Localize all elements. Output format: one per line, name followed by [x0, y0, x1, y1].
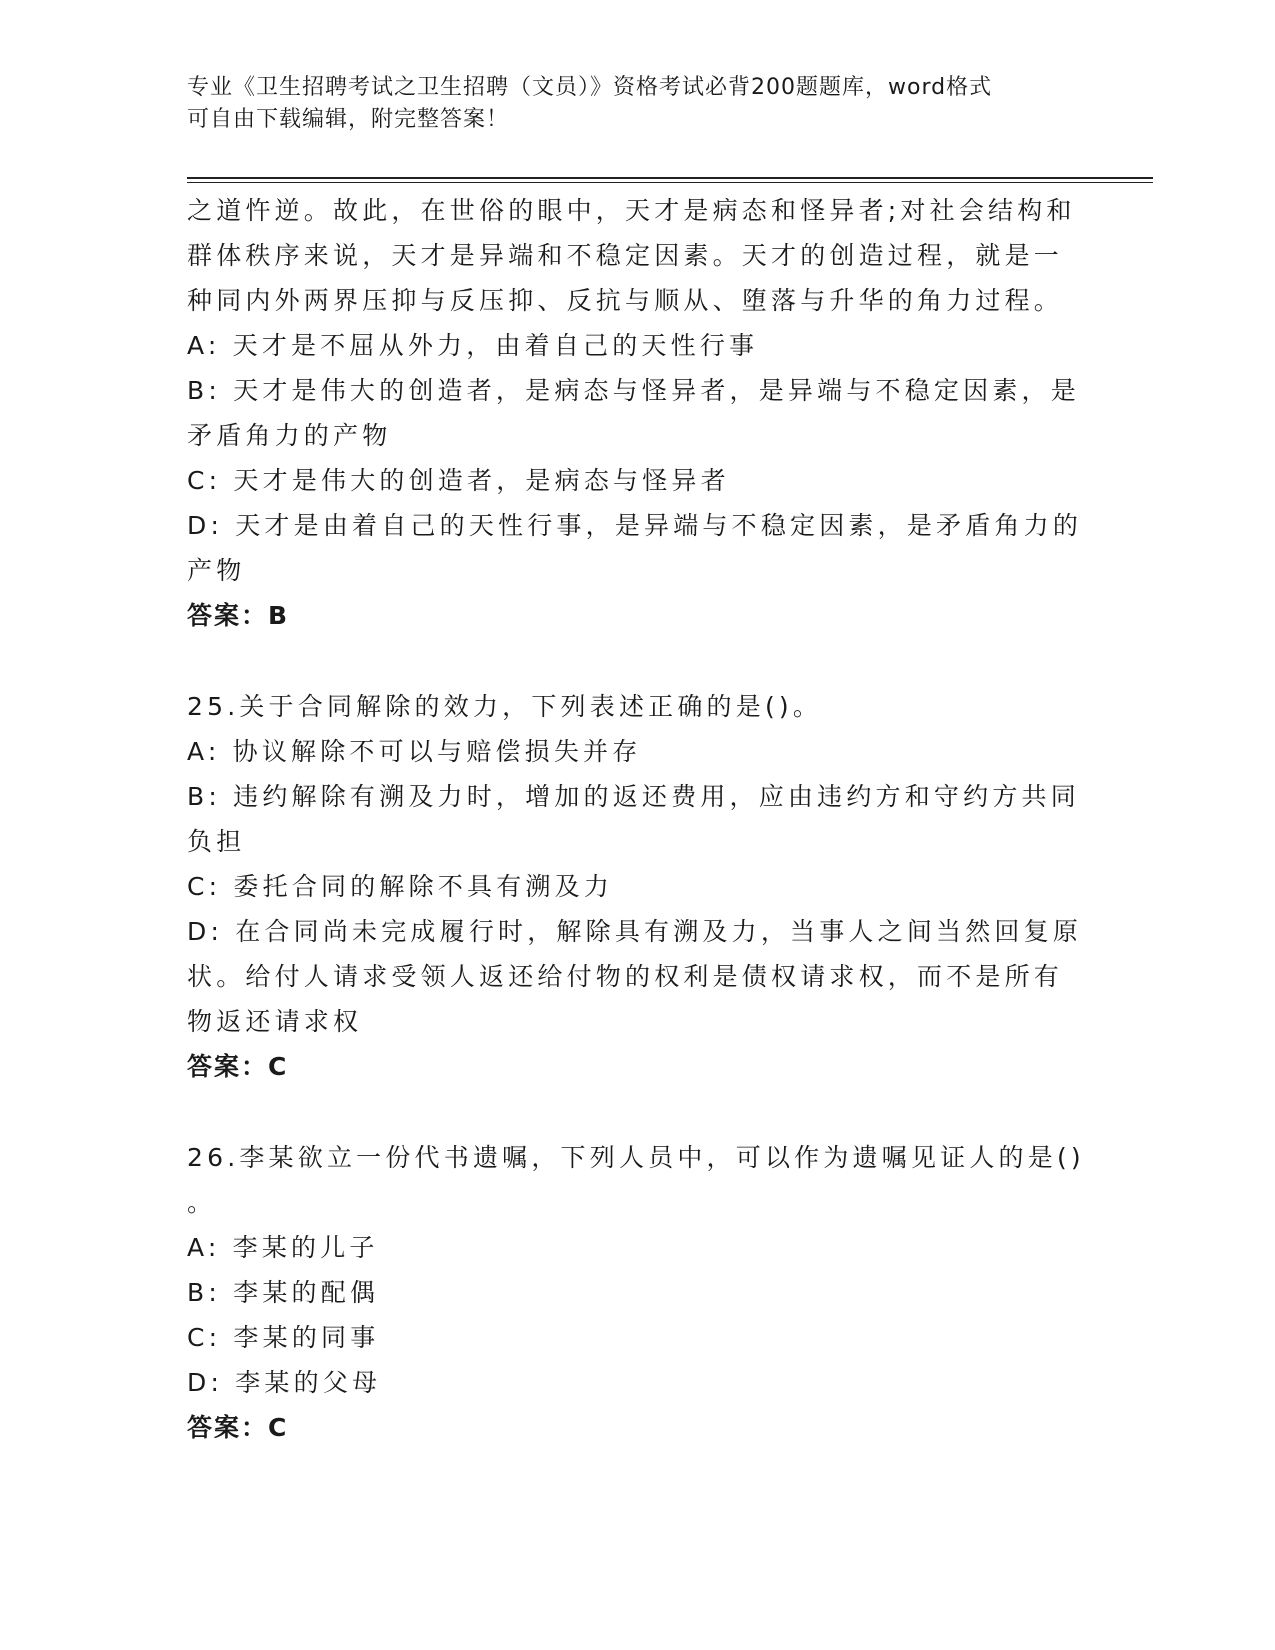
answer: 答案：C [187, 1052, 289, 1081]
question-26 [187, 1135, 1087, 1450]
option-a: A: 天才是不屈从外力，由着自己的天性行事 [187, 331, 759, 360]
option-c: C: 李某的同事 [187, 1323, 380, 1352]
option-d: D: 李某的父母 [187, 1368, 382, 1397]
question-text: 25.关于合同解除的效力，下列表述正确的是()。 [187, 692, 823, 721]
option-d-continued: 产物 [187, 556, 246, 585]
option-d: D: 在合同尚未完成履行时，解除具有溯及力，当事人之间当然回复原 [187, 917, 1083, 946]
option-b: B: 天才是伟大的创造者，是病态与怪异者，是异端与不稳定因素，是 [187, 376, 1080, 405]
header-line-2: 可自由下载编辑，附完整答案！ [187, 107, 510, 132]
document-body [187, 188, 1087, 1450]
option-c: C: 委托合同的解除不具有溯及力 [187, 872, 614, 901]
spacer [187, 1089, 1087, 1135]
option-b-continued: 矛盾角力的产物 [187, 421, 392, 450]
option-b: B: 李某的配偶 [187, 1278, 380, 1307]
question-24 [187, 188, 1087, 638]
option-d-continued: 状。给付人请求受领人返还给付物的权利是债权请求权，而不是所有 [187, 962, 1064, 991]
spacer [187, 638, 1087, 684]
option-a: A: 李某的儿子 [187, 1233, 379, 1262]
option-c: C: 天才是伟大的创造者，是病态与怪异者 [187, 466, 730, 495]
question-text-line: 之道忤逆。故此，在世俗的眼中，天才是病态和怪异者;对社会结构和 [187, 196, 1076, 225]
question-25 [187, 684, 1087, 1089]
header-line-1: 专业《卫生招聘考试之卫生招聘（文员）》资格考试必背200题题库，word格式 [187, 75, 993, 100]
question-text: 26.李某欲立一份代书遗嘱，下列人员中，可以作为遗嘱见证人的是() [187, 1143, 1085, 1172]
document-header [187, 72, 1087, 136]
answer: 答案：B [187, 601, 290, 630]
option-a: A: 协议解除不可以与赔偿损失并存 [187, 737, 642, 766]
option-d-continued: 物返还请求权 [187, 1007, 363, 1036]
option-d: D: 天才是由着自己的天性行事，是异端与不稳定因素，是矛盾角力的 [187, 511, 1083, 540]
option-b-continued: 负担 [187, 827, 246, 856]
header-rule-thick [187, 177, 1153, 179]
option-b: B: 违约解除有溯及力时，增加的返还费用，应由违约方和守约方共同 [187, 782, 1080, 811]
header-rule-thin [187, 182, 1153, 183]
question-text-continued: 。 [187, 1188, 217, 1217]
question-text-line: 群体秩序来说，天才是异端和不稳定因素。天才的创造过程，就是一 [187, 241, 1064, 270]
question-text-line: 种同内外两界压抑与反压抑、反抗与顺从、堕落与升华的角力过程。 [187, 286, 1064, 315]
answer: 答案：C [187, 1413, 289, 1442]
